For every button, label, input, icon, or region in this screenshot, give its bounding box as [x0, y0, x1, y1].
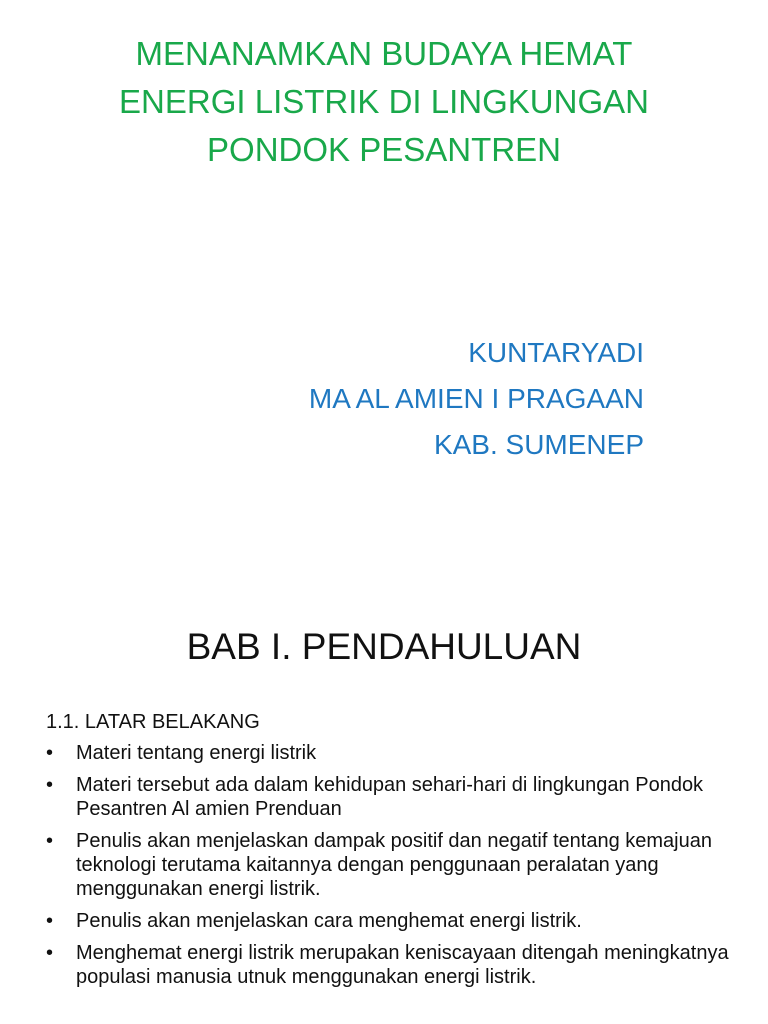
list-item-text: Penulis akan menjelaskan cara menghemat energi listrik. — [76, 910, 582, 932]
section-label: 1.1. LATAR BELAKANG — [46, 711, 260, 733]
content-slide — [0, 576, 768, 1024]
slide-title — [40, 30, 728, 174]
list-item — [46, 909, 746, 933]
chapter-heading: BAB I. PENDAHULUAN — [186, 626, 582, 667]
list-item — [46, 773, 746, 821]
list-item-text: Materi tentang energi listrik — [76, 742, 317, 764]
bullet-dot: • — [46, 774, 54, 796]
slide-title-line: ENERGI LISTRIK DI LINGKUNGAN — [119, 83, 649, 120]
author-name: KUNTARYADI — [468, 337, 644, 368]
bullet-list — [46, 741, 746, 997]
list-item-text: Penulis akan menjelaskan dampak positif dan negatif tentang kemajuan teknologi terutama kaitannya dengan penggunaan peralatan yang menggunakan energi listrik. — [76, 830, 712, 900]
list-item-text: Menghemat energi listrik merupakan keniscayaan ditengah meningkatnya populasi manusia utnuk menggunakan energi listrik. — [76, 942, 729, 988]
list-item — [46, 829, 746, 901]
list-item — [46, 941, 746, 989]
slide-title-line: MENANAMKAN BUDAYA HEMAT — [135, 35, 633, 72]
slide-title-line: PONDOK PESANTREN — [207, 131, 561, 168]
bullet-dot: • — [46, 910, 54, 932]
bullet-dot: • — [46, 830, 54, 852]
list-item — [46, 741, 746, 765]
slide-subtitle — [309, 330, 644, 468]
bullet-dot: • — [46, 742, 54, 764]
school-name: MA AL AMIEN I PRAGAAN — [308, 383, 644, 414]
regency-name: KAB. SUMENEP — [433, 429, 644, 460]
list-item-text: Materi tersebut ada dalam kehidupan sehari-hari di lingkungan Pondok Pesantren Al amien Prenduan — [76, 774, 704, 820]
bullet-dot: • — [46, 942, 54, 964]
